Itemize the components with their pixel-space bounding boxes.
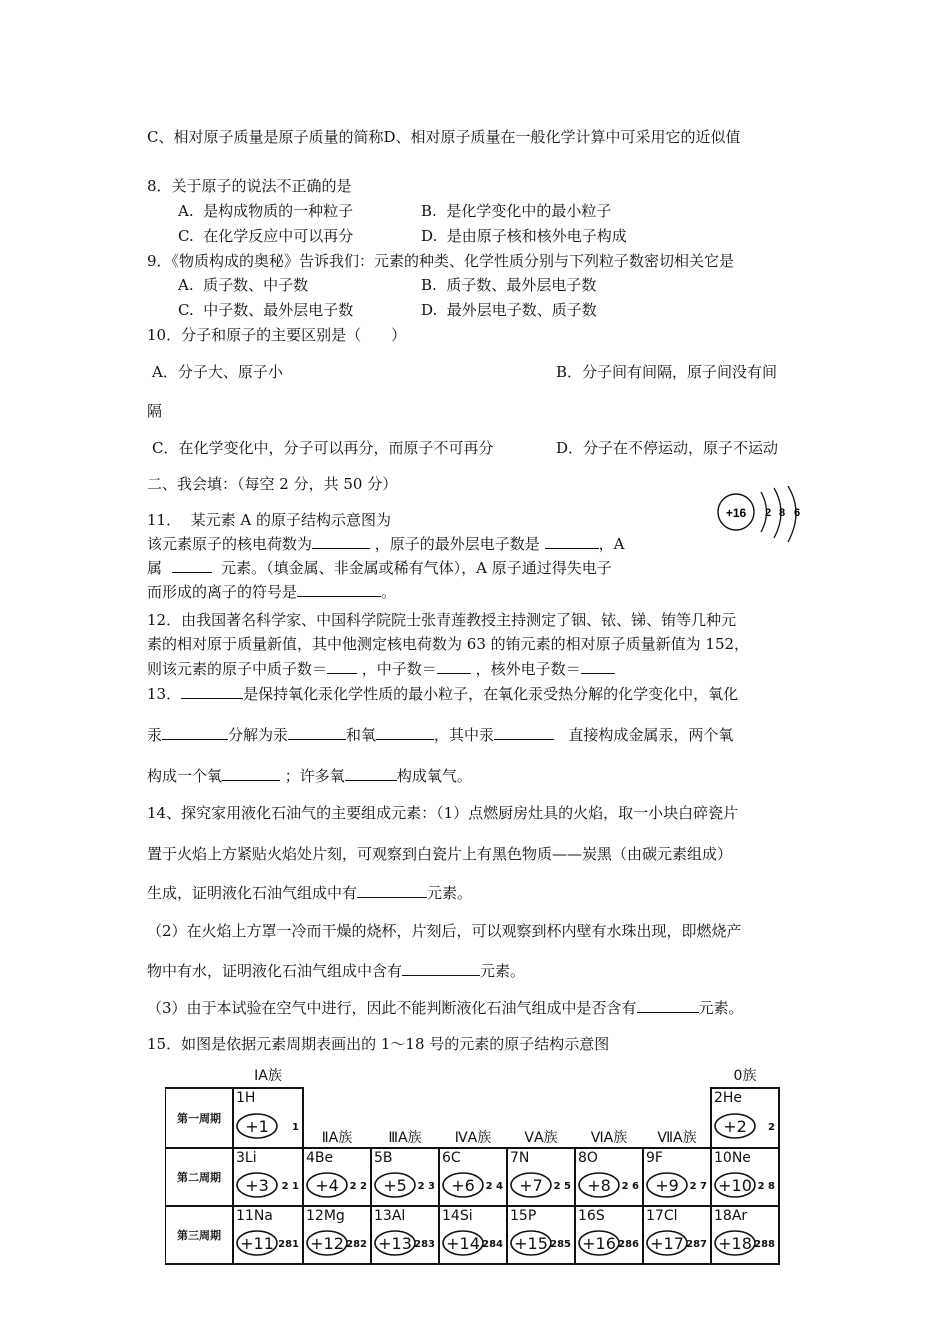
group-label: ⅠA族 bbox=[254, 1068, 282, 1084]
element-symbol: 6C bbox=[442, 1150, 461, 1166]
question-9: 9．《物质构成的奥秘》告诉我们：元素的种类、化学性质分别与下列粒子数密切相关它是 bbox=[147, 252, 735, 270]
element-cell bbox=[303, 1148, 371, 1206]
blank[interactable] bbox=[222, 766, 280, 781]
element-cell bbox=[371, 1148, 439, 1206]
q8-option-d: D. 是由原子核和核外电子构成 bbox=[421, 227, 627, 245]
atom-a-shell-1: 2 bbox=[764, 507, 772, 519]
element-symbol: 7N bbox=[510, 1150, 530, 1166]
electron-shells: 287 bbox=[686, 1239, 707, 1250]
nucleus-charge: +18 bbox=[718, 1234, 752, 1253]
element-symbol: 3Li bbox=[236, 1150, 257, 1166]
q12-line-3: 则该元素的原子中质子数＝ ，中子数＝ ，核外电子数＝ bbox=[147, 659, 615, 679]
electron-shells: 285 bbox=[550, 1239, 571, 1250]
element-cell bbox=[575, 1206, 643, 1264]
section-2-heading: 二、我会填：（每空 2 分，共 50 分） bbox=[147, 475, 398, 493]
element-cell bbox=[711, 1088, 779, 1148]
element-symbol: 1H bbox=[236, 1090, 256, 1106]
element-symbol: 8O bbox=[578, 1150, 598, 1166]
blank[interactable] bbox=[312, 534, 370, 549]
element-symbol: 5B bbox=[374, 1150, 393, 1166]
electron-shells: 284 bbox=[482, 1239, 503, 1250]
nucleus-charge: +17 bbox=[650, 1234, 684, 1253]
nucleus-charge: +10 bbox=[718, 1176, 752, 1195]
blank[interactable] bbox=[172, 558, 212, 573]
element-cell bbox=[507, 1148, 575, 1206]
nucleus-charge: +9 bbox=[655, 1176, 679, 1195]
blank[interactable] bbox=[437, 659, 471, 674]
electron-shells: 2 bbox=[768, 1122, 775, 1133]
atom-a-shell-2: 8 bbox=[778, 507, 786, 519]
element-cell bbox=[233, 1206, 303, 1264]
atom-a-nucleus: +16 bbox=[725, 506, 747, 520]
q14-line-2: 置于火焰上方紧贴火焰处片刻，可观察到白瓷片上有黑色物质——炭黑（由碳元素组成） bbox=[147, 845, 733, 863]
group-label: ⅣA族 bbox=[454, 1130, 492, 1146]
nucleus-charge: +5 bbox=[383, 1176, 407, 1195]
question-11: 11． 某元素 A 的原子结构示意图为 bbox=[147, 511, 391, 529]
blank[interactable] bbox=[402, 961, 480, 976]
blank[interactable] bbox=[297, 582, 381, 597]
electron-shells: 286 bbox=[618, 1239, 639, 1250]
element-symbol: 11Na bbox=[236, 1208, 273, 1224]
nucleus-charge: +12 bbox=[310, 1234, 344, 1253]
q14-line-4: （2）在火焰上方罩一冷而干燥的烧杯，片刻后，可以观察到杯内壁有水珠出现，即燃烧产 bbox=[147, 922, 742, 940]
element-cell bbox=[507, 1206, 575, 1264]
nucleus-charge: +8 bbox=[587, 1176, 611, 1195]
blank[interactable] bbox=[327, 659, 357, 674]
element-symbol: 14Si bbox=[442, 1208, 473, 1224]
question-8: 8．关于原子的说法不正确的是 bbox=[147, 177, 352, 195]
blank[interactable] bbox=[581, 659, 615, 674]
q14-line-5: 物中有水，证明液化石油气组成中含有 元素。 bbox=[147, 962, 526, 980]
period-label: 第三周期 bbox=[177, 1229, 221, 1242]
question-13: 13． 是保持氧化汞化学性质的最小粒子，在氧化汞受热分解的化学变化中，氧化 bbox=[147, 685, 739, 703]
q10-option-d: D．分子在不停运动，原子不运动 bbox=[556, 439, 779, 457]
blank[interactable] bbox=[376, 725, 434, 740]
question-15: 15．如图是依据元素周期表画出的 1～18 号的元素的原子结构示意图 bbox=[147, 1035, 610, 1053]
group-label: ⅥA族 bbox=[590, 1130, 628, 1146]
element-cell bbox=[643, 1206, 711, 1264]
electron-shells: 1 bbox=[292, 1122, 299, 1133]
electron-shells: 2 1 bbox=[281, 1181, 299, 1192]
element-cell bbox=[711, 1206, 779, 1264]
period-label: 第一周期 bbox=[177, 1112, 221, 1125]
electron-shells: 2 6 bbox=[621, 1181, 639, 1192]
element-cell bbox=[439, 1206, 507, 1264]
atom-a-shell-3: 6 bbox=[793, 507, 801, 519]
question-14: 14、探究家用液化石油气的主要组成元素：（1）点燃厨房灶具的火焰，取一小块白碎瓷片 bbox=[147, 804, 739, 822]
element-symbol: 2He bbox=[714, 1090, 743, 1106]
q10-option-c: C．在化学变化中，分子可以再分，而原子不可再分 bbox=[152, 439, 494, 457]
blank[interactable] bbox=[162, 725, 228, 740]
nucleus-charge: +3 bbox=[245, 1176, 269, 1195]
q9-option-c: C. 中子数、最外层电子数 bbox=[178, 301, 354, 319]
q11-line-4: 而形成的离子的符号是 。 bbox=[147, 583, 397, 601]
q10-option-a: A．分子大、原子小 bbox=[152, 363, 283, 381]
period-label: 第二周期 bbox=[177, 1171, 221, 1184]
blank[interactable] bbox=[357, 883, 427, 898]
nucleus-charge: +6 bbox=[451, 1176, 475, 1195]
atom-structure-diagram-a bbox=[712, 486, 808, 550]
element-symbol: 18Ar bbox=[714, 1208, 748, 1224]
nucleus-charge: +1 bbox=[245, 1117, 269, 1136]
blank[interactable] bbox=[345, 766, 397, 781]
q8-option-c: C. 在化学反应中可以再分 bbox=[178, 227, 354, 245]
q8-option-a: A. 是构成物质的一种粒子 bbox=[178, 202, 354, 220]
electron-shells: 288 bbox=[754, 1239, 775, 1250]
element-symbol: 9F bbox=[646, 1150, 663, 1166]
element-cell bbox=[233, 1088, 303, 1148]
element-cell bbox=[303, 1206, 371, 1264]
element-symbol: 13Al bbox=[374, 1208, 406, 1224]
element-cell bbox=[439, 1148, 507, 1206]
group-label: ⅤA族 bbox=[524, 1130, 558, 1146]
electron-shells: 2 4 bbox=[485, 1181, 503, 1192]
electron-shells: 2 3 bbox=[417, 1181, 435, 1192]
element-symbol: 15P bbox=[510, 1208, 537, 1224]
group-label: ⅢA族 bbox=[388, 1130, 422, 1146]
q13-line-2: 汞 分解为汞 和氧 ，其中汞 直接构成金属汞，两个氧 bbox=[147, 726, 734, 744]
electron-shells: 2 7 bbox=[689, 1181, 707, 1192]
element-cell bbox=[643, 1148, 711, 1206]
question-10: 10．分子和原子的主要区别是（ ） bbox=[147, 326, 407, 344]
blank[interactable] bbox=[181, 684, 243, 699]
element-cell bbox=[711, 1148, 779, 1206]
element-cell bbox=[233, 1148, 303, 1206]
electron-shells: 283 bbox=[414, 1239, 435, 1250]
blank[interactable] bbox=[545, 534, 599, 549]
option-line-c-d: C、相对原子质量是原子质量的简称D、相对原子质量在一般化学计算中可采用它的近似值 bbox=[147, 128, 741, 146]
nucleus-charge: +14 bbox=[446, 1234, 480, 1253]
electron-shells: 2 2 bbox=[349, 1181, 367, 1192]
q14-line-6: （3）由于本试验在空气中进行，因此不能判断液化石油气组成中是否含有 元素。 bbox=[147, 999, 744, 1017]
nucleus-charge: +4 bbox=[315, 1176, 339, 1195]
element-symbol: 12Mg bbox=[306, 1208, 345, 1224]
electron-shells: 281 bbox=[278, 1239, 299, 1250]
blank[interactable] bbox=[637, 998, 699, 1013]
element-cell bbox=[371, 1206, 439, 1264]
q9-option-d: D. 最外层电子数、质子数 bbox=[421, 301, 597, 319]
element-symbol: 10Ne bbox=[714, 1150, 751, 1166]
q10-option-b: B．分子间有间隔，原子间没有间 bbox=[556, 363, 778, 381]
group-label: ⅡA族 bbox=[321, 1130, 353, 1146]
q13-line-3: 构成一个氧 ；许多氧 构成氧气。 bbox=[147, 767, 472, 785]
q11-line-2: 该元素原子的核电荷数为 ，原子的最外层电子数是 ，A bbox=[147, 535, 625, 553]
element-symbol: 16S bbox=[578, 1208, 605, 1224]
nucleus-charge: +2 bbox=[723, 1117, 747, 1136]
q9-option-a: A. 质子数、中子数 bbox=[178, 276, 309, 294]
blank[interactable] bbox=[288, 725, 346, 740]
q12-line-2: 素的相对原于质量新值，其中他测定核电荷数为 63 的铕元素的相对原子质量新值为 152， bbox=[147, 635, 750, 653]
periodic-table-diagram bbox=[165, 1066, 785, 1278]
q14-line-3: 生成，证明液化石油气组成中有 元素。 bbox=[147, 884, 473, 902]
q11-line-3: 属 元素。（填金属、非金属或稀有气体），A 原子通过得失电子 bbox=[147, 559, 612, 577]
nucleus-charge: +13 bbox=[378, 1234, 412, 1253]
element-symbol: 17Cl bbox=[646, 1208, 678, 1224]
nucleus-charge: +11 bbox=[240, 1234, 274, 1253]
element-symbol: 4Be bbox=[306, 1150, 334, 1166]
nucleus-charge: +7 bbox=[519, 1176, 543, 1195]
electron-shells: 2 5 bbox=[553, 1181, 571, 1192]
element-cell bbox=[575, 1148, 643, 1206]
q9-option-b: B. 质子数、最外层电子数 bbox=[421, 276, 597, 294]
blank[interactable] bbox=[494, 725, 554, 740]
q8-option-b: B. 是化学变化中的最小粒子 bbox=[421, 202, 612, 220]
electron-shells: 282 bbox=[346, 1239, 367, 1250]
question-12: 12．由我国著名科学家、中国科学院院士张青莲教授主持测定了铟、铱、锑、铕等几种元 bbox=[147, 611, 737, 629]
nucleus-charge: +16 bbox=[582, 1234, 616, 1253]
electron-shells: 2 8 bbox=[757, 1181, 775, 1192]
q10-option-b-cont: 隔 bbox=[147, 402, 163, 420]
group-label: ⅦA族 bbox=[657, 1130, 697, 1146]
group-label: 0族 bbox=[733, 1068, 757, 1084]
nucleus-charge: +15 bbox=[514, 1234, 548, 1253]
